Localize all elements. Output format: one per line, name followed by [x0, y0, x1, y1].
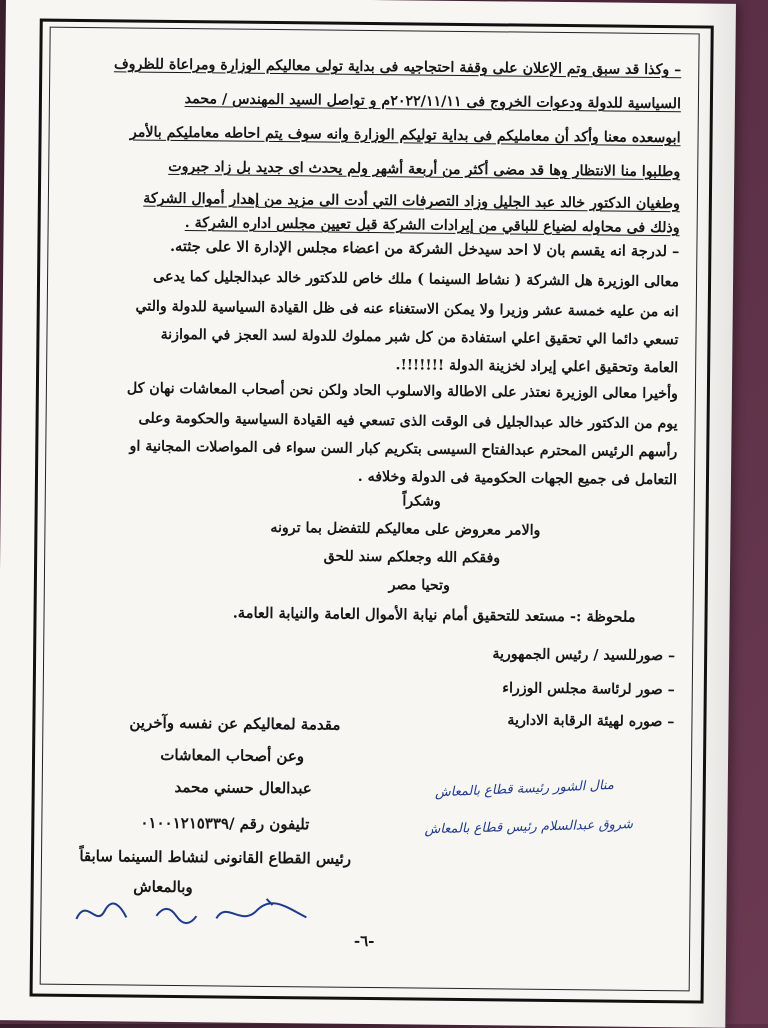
body-line: رأسهم الرئيس المحترم عبدالفتاح السيسى بتكريم كبار السن سواء فى المواصلات المجانية او	[129, 438, 678, 461]
sender-line: وعن أصحاب المعاشات	[160, 745, 305, 766]
body-line: انه من عليه خمسة عشر وزيرا ولا يمكن الاستغناء عنه فى ظل القيادة السياسية للدولة والتي	[135, 298, 679, 321]
sender-phone: تليفون رقم /٠١٠٠١٢١٥٣٣٩	[140, 813, 310, 834]
copy-line: – صور لرئاسة مجلس الوزراء	[502, 679, 675, 699]
sender-name: عبدالعال حسني محمد	[174, 777, 312, 798]
intro-line: وذلك فى محاوله لضياع للباقي من إيرادات الشركة قبل تعيين مجلس اداره الشركة .	[184, 215, 680, 237]
body-line: تسعي دائما الي تحقيق اعلي استفادة من كل شبر مملوك للدولة لسد العجز في الموازنة	[160, 326, 679, 349]
body-line: – لدرجة انه يقسم بان لا احد سيدخل الشركة من اعضاء مجلس الإدارة الا على جثته.	[170, 238, 680, 261]
thanks: وشكراً	[402, 493, 441, 510]
body-line: العامة وتحقيق اعلي إيراد لخزينة الدولة !!!!!!!.	[395, 357, 679, 377]
intro-line: وطلبوا منا الانتظار وها قد مضى أكثر من أربعة أشهر ولم يحدث اى جديد بل زاد جبروت	[168, 158, 681, 181]
intro-line: – وكذا قد سبق وتم الإعلان على وقفة احتجاجيه فى بداية تولى معاليكم الوزارة ومراعاة للظروف	[114, 55, 681, 79]
note: ملحوظة :- مستعد للتحقيق أمام نيابة الأموال العامة والنيابة العامة.	[232, 604, 636, 626]
intro-line: ابوسعده معنا وأكد أن معامليكم فى بداية توليكم الوزارة وانه سوف يتم احاطه معامليكم بالأمر	[129, 124, 681, 147]
handwritten-note: شروق عبدالسلام رئيس قطاع بالمعاش	[424, 817, 634, 838]
sender-line: وبالمعاش	[133, 877, 193, 897]
copy-line: – صوره لهيئة الرقابة الادارية	[507, 711, 674, 731]
body-line: وأخيرا معالى الوزيرة نعتذر على الاطالة والاسلوب الحاد ولكن نحن أصحاب المعاشات نهان كل	[126, 380, 678, 403]
letter-body	[56, 41, 682, 967]
closing-line: والامر معروض على معاليكم للتفضل بما ترونه	[270, 519, 541, 539]
closing-line: وتحيا مصر	[388, 577, 450, 594]
page-number: -٦-	[353, 931, 375, 951]
body-line: التعامل فى جميع الجهات الحكومية فى الدولة وخلافه .	[357, 468, 678, 489]
copy-line: – صورللسيد / رئيس الجمهورية	[492, 645, 675, 665]
body-line: معالى الوزيرة هل الشركة ( نشاط السينما ) ملك خاص للدكتور خالد عبدالجليل كما يدعى	[153, 268, 680, 291]
sender-line: مقدمة لمعاليكم عن نفسه وآخرين	[129, 713, 341, 734]
closing-line: وفقكم الله وجعلكم سند للحق	[323, 548, 501, 567]
intro-line: وطغيان الدكتور خالد عبد الجليل وزاد التصرفات التي أدت الى مزيد من إهدار أموال الشركة	[143, 190, 680, 213]
intro-line: السياسية للدولة ودعوات الخروج فى ٢٠٢٢/١١/١١م و تواصل السيد المهندس / محمد	[184, 91, 682, 113]
sender-title: رئيس القطاع القانونى لنشاط السينما سابقاً	[79, 846, 352, 868]
handwritten-note: منال الشور رئيسة قطاع بالمعاش	[434, 777, 614, 801]
body-line: يوم من الدكتور خالد عبدالجليل فى الوقت الذى تسعي فيه القيادة السياسية والحكومة وعلى	[138, 410, 678, 433]
